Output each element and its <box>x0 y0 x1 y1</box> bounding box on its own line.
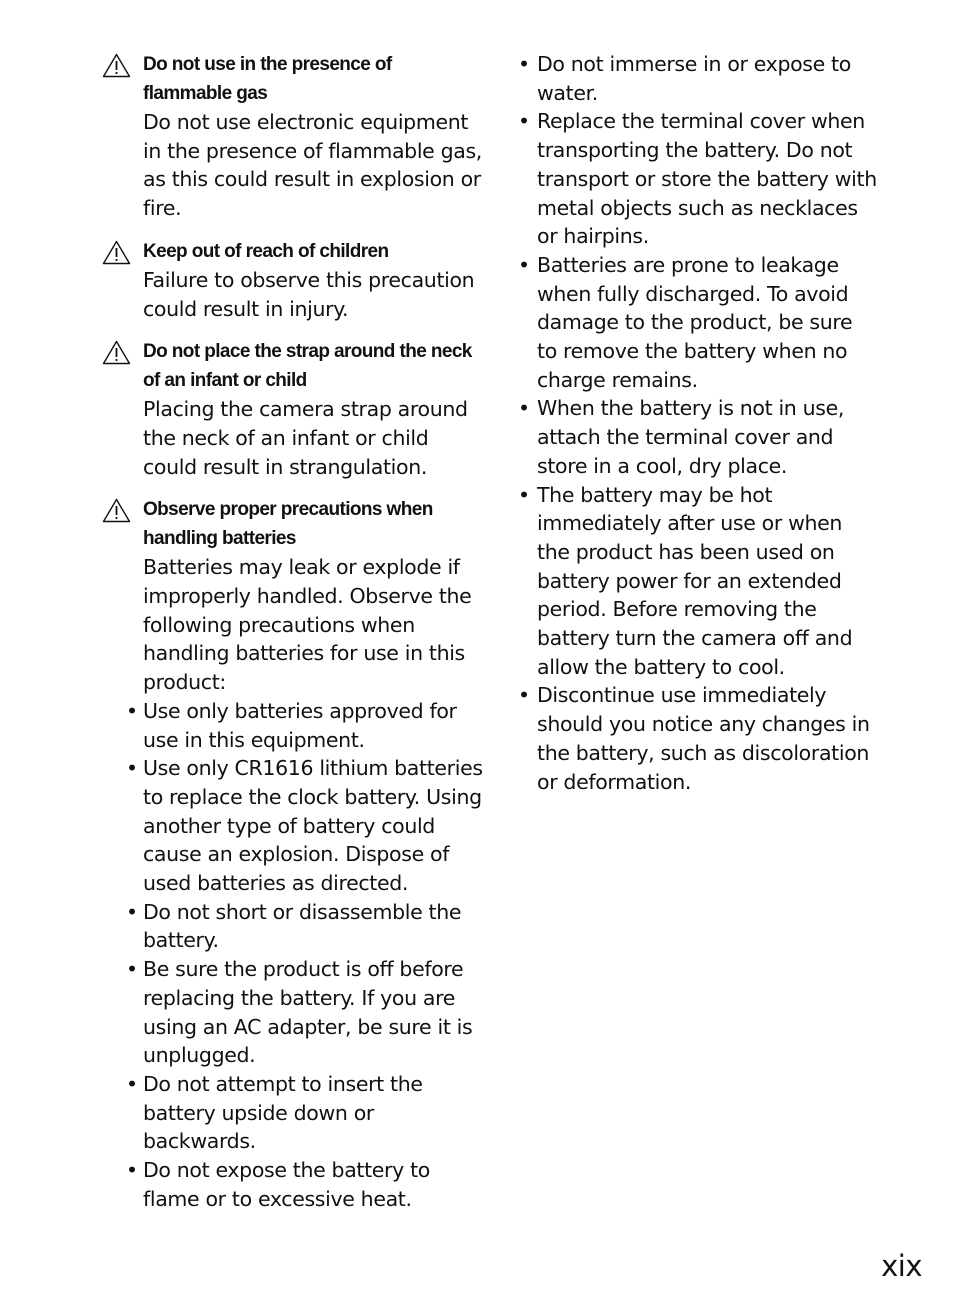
list-item <box>100 898 484 955</box>
list-item-text: Do not expose the battery to flame or to excessive heat. <box>143 1158 430 1211</box>
bullet-icon: • <box>126 698 138 723</box>
list-item-text: Replace the terminal cover when transporting the battery. Do not transport or store the battery with metal objects such as necklaces or hairpins. <box>537 109 877 249</box>
warning-section-children <box>100 237 484 323</box>
warning-triangle-icon <box>102 53 131 78</box>
bullet-icon: • <box>518 482 530 507</box>
section-heading: Observe proper precautions when handling batteries <box>143 499 433 550</box>
warning-section-strap <box>100 337 484 481</box>
list-item-text: Do not immerse in or expose to water. <box>537 52 851 105</box>
list-item-text: Do not short or disassemble the battery. <box>143 899 462 953</box>
bullet-icon: • <box>518 396 530 421</box>
list-item-text: Batteries are prone to leakage when fully discharged. To avoid damage to the product, be sure to remove the battery when no charge remains. <box>537 252 853 392</box>
list-item <box>512 394 878 480</box>
warning-triangle-icon <box>102 240 131 265</box>
bullet-icon: • <box>126 1158 138 1183</box>
section-body: Failure to observe this precaution could result in injury. <box>143 267 475 321</box>
list-item-text: Be sure the product is off before replacing the battery. If you are using an AC adapter, be sure it is unplugged. <box>143 957 473 1068</box>
bullet-icon: • <box>126 899 138 924</box>
list-item-text: When the battery is not in use, attach the terminal cover and store in a cool, dry place. <box>537 396 845 478</box>
warning-triangle-icon <box>102 340 131 365</box>
section-heading: Do not use in the presence of flammable gas <box>143 54 392 104</box>
right-column <box>512 50 878 796</box>
list-item <box>100 697 484 754</box>
list-item <box>512 251 878 395</box>
section-body: Placing the camera strap around the neck of an infant or child could result in strangulation. <box>143 397 468 479</box>
section-heading: Keep out of reach of children <box>143 240 389 262</box>
warning-section-flammable-gas <box>100 50 484 223</box>
bullet-icon: • <box>518 109 530 134</box>
bullet-icon: • <box>518 683 530 708</box>
page-number: xix <box>881 1249 922 1283</box>
bullet-icon: • <box>518 52 530 76</box>
list-item <box>512 107 878 251</box>
list-item-text: Use only batteries approved for use in this equipment. <box>143 698 457 752</box>
list-item-text: Do not attempt to insert the battery upside down or backwards. <box>143 1071 423 1154</box>
section-heading: Do not place the strap around the neck of an infant or child <box>143 341 472 392</box>
section-body: Batteries may leak or explode if improperly handled. Observe the following precautions when handling batteries for use in this product: <box>143 555 472 695</box>
section-body: Do not use electronic equipment in the presence of flammable gas, as this could result in explosion or fire. <box>143 110 482 221</box>
list-item-text: The battery may be hot immediately after use or when the product has been used on battery power for an extended period. Before removing the battery turn the camera off and allow the battery to cool. <box>537 482 853 679</box>
left-column <box>100 50 484 1228</box>
battery-precautions-list-continued <box>512 50 878 796</box>
list-item <box>100 1156 484 1213</box>
bullet-icon: • <box>518 252 530 277</box>
warning-section-batteries <box>100 495 484 1213</box>
bullet-icon: • <box>126 1071 138 1096</box>
bullet-icon: • <box>126 756 138 781</box>
list-item <box>100 754 484 898</box>
list-item <box>100 955 484 1070</box>
bullet-icon: • <box>126 957 138 982</box>
list-item <box>512 50 878 107</box>
list-item <box>512 481 878 682</box>
list-item-text: Discontinue use immediately should you notice any changes in the battery, such as discoloration or deformation. <box>537 683 870 794</box>
warning-triangle-icon <box>102 498 131 523</box>
list-item <box>100 1070 484 1156</box>
list-item <box>512 681 878 796</box>
battery-precautions-list <box>100 697 484 1214</box>
list-item-text: Use only CR1616 lithium batteries to replace the clock battery. Using another type of battery could cause an explosion. Dispose of used batteries as directed. <box>143 756 483 896</box>
